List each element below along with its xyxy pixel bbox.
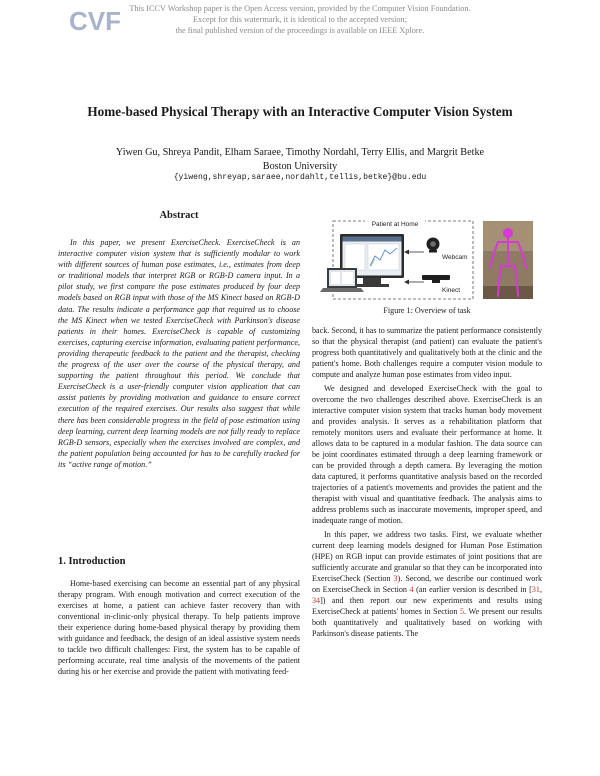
kinect-label: Kinect — [442, 287, 461, 294]
intro-paragraph: Home-based exercising can become an essential part of any physical therapy program. With enough motivation and correct execution of the exercises at home, a patient can achieve faster recovery than with conventional in-clinic-only physical therapy. To help patients improve their experience during home-based physical therapy by providing them with guidance and feedback, the design of an ideal assistive system needs to tackle two difficult challenges: First, the system has to be capable of performing accurate, real time analysis of the movements of the patient during his or her exercise and provide the patient with motivating feed- — [58, 579, 300, 676]
abstract-text: In this paper, we present ExerciseCheck. ExerciseCheck is an interactive computer vision system that is sufficiently modular to work with different sources of human pose estimates, i.e., estimates from deep or traditional models that interpret RGB or RGB-D camera input. In a pilot study, we first compare the pose estimates produced by four deep models based on RGB input with those of the MS Kinect based on RGB-D data. The results indicate a performance gap that required us to choose the MS Kinect when we tested ExerciseCheck with Parkinson's disease patients in their homes. ExerciseCheck is capable of customizing exercises, capturing exercise information, evaluating patient performance, providing therapeutic feedback to the patient and the therapist, checking the progress of the user over the course of the physical therapy, and supporting the patient throughout this period. We conclude that ExerciseCheck is a user-friendly computer vision application that can assist patients by providing motivation and guidance to ensure correct execution of the required exercises. Our results also suggest that while there has been considerable progress in the field of pose estimation using deep learning, current deep learning models are not fully ready to replace RGB-D sensors, especially when the exercises involved are complex, and the patient population being accounted for has to be carefully tracked for its “active range of motion.” — [58, 238, 300, 469]
paragraph-exercisecheck: We designed and developed ExerciseCheck with the goal to overcome the two challenges described above. ExerciseCheck is an interactive computer vision system that tracks human body movement and provides analysis. It serves as a rehabilitation platform that remotely monitors users and evaluate their performance at home. It allows data to be captured in a modular fashion. The data source can be joint coordinates estimated through a deep learning framework or can be provided through a depth camera. By leveraging the motion data captured, it performs quantitative analysis based on the recorded trajectories of a patient's movements and provides the patient and the therapist with visual and quantitative feedback. The analysis aims to address problems such as inaccurate movements, improper speed, and inadequate range of motion. — [312, 384, 542, 525]
right-column — [312, 325, 542, 642]
author-list: Yiwen Gu, Shreya Pandit, Elham Saraee, Timothy Nordahl, Terry Ellis, and Margrit Betke — [115, 147, 485, 158]
affiliation: Boston University — [262, 161, 338, 172]
intro-heading: 1. Introduction — [58, 556, 126, 567]
author-emails: {yiweng,shreyap,saraee,nordahlt,tellis,betke}@bu.edu — [173, 173, 427, 182]
ref-section-4[interactable]: 4 — [409, 585, 414, 594]
ref-section-5[interactable]: 5 — [460, 607, 465, 616]
ref-section-3[interactable]: 3 — [393, 574, 398, 583]
paragraph-continued: back. Second, it has to summarize the patient performance consistently so that the physical therapist (and patient) can evaluate the patient's progress both quantitatively and qualitatively both at the clinic and the patient's home. Both challenges require a computer vision module to compute and analyze human pose estimates from video input. — [312, 326, 542, 379]
webcam-label: Webcam — [442, 254, 468, 261]
citation-31[interactable]: 31 — [531, 585, 540, 594]
abstract-heading: Abstract — [159, 210, 199, 221]
figure-1-overview — [309, 220, 539, 302]
webcam-icon — [427, 238, 440, 253]
kinect-icon — [422, 275, 450, 283]
pose-photo — [483, 221, 533, 299]
patient-at-home-label: Patient at Home — [371, 221, 419, 228]
banner-line-2: Except for this watermark, it is identical to the accepted version; — [192, 15, 408, 24]
banner-line-1: This ICCV Workshop paper is the Open Access version, provided by the Computer Vision Foundation. — [129, 4, 471, 13]
paragraph-tasks: In this paper, we address two tasks. First, we evaluate whether current deep learning models designed for Human Pose Estimation (HPE) on RGB input can provide estimates of joint positions that are sufficiently accurate and granular so that they can be incorporated into ExerciseCheck (Section 3). Second, we describe our continued work on ExerciseCheck in Section 4 (an earlier version is described in [31, 34]) and then report our new experiments and results using ExerciseCheck at patients' homes in Section 5. We present our results both quantitatively and qualitatively based on working with Parkinson's disease patients. The — [312, 530, 542, 638]
open-access-banner — [0, 3, 600, 36]
svg-text:CVF: CVF — [69, 6, 121, 36]
figure-1-caption: Figure 1: Overview of task — [383, 306, 471, 315]
paper-title: Home-based Physical Therapy with an Interactive Computer Vision System — [87, 104, 513, 119]
banner-line-3: the final published version of the proceedings is available on IEEE Xplore. — [175, 26, 425, 35]
author-block — [0, 146, 600, 174]
citation-34[interactable]: 34 — [312, 596, 321, 605]
